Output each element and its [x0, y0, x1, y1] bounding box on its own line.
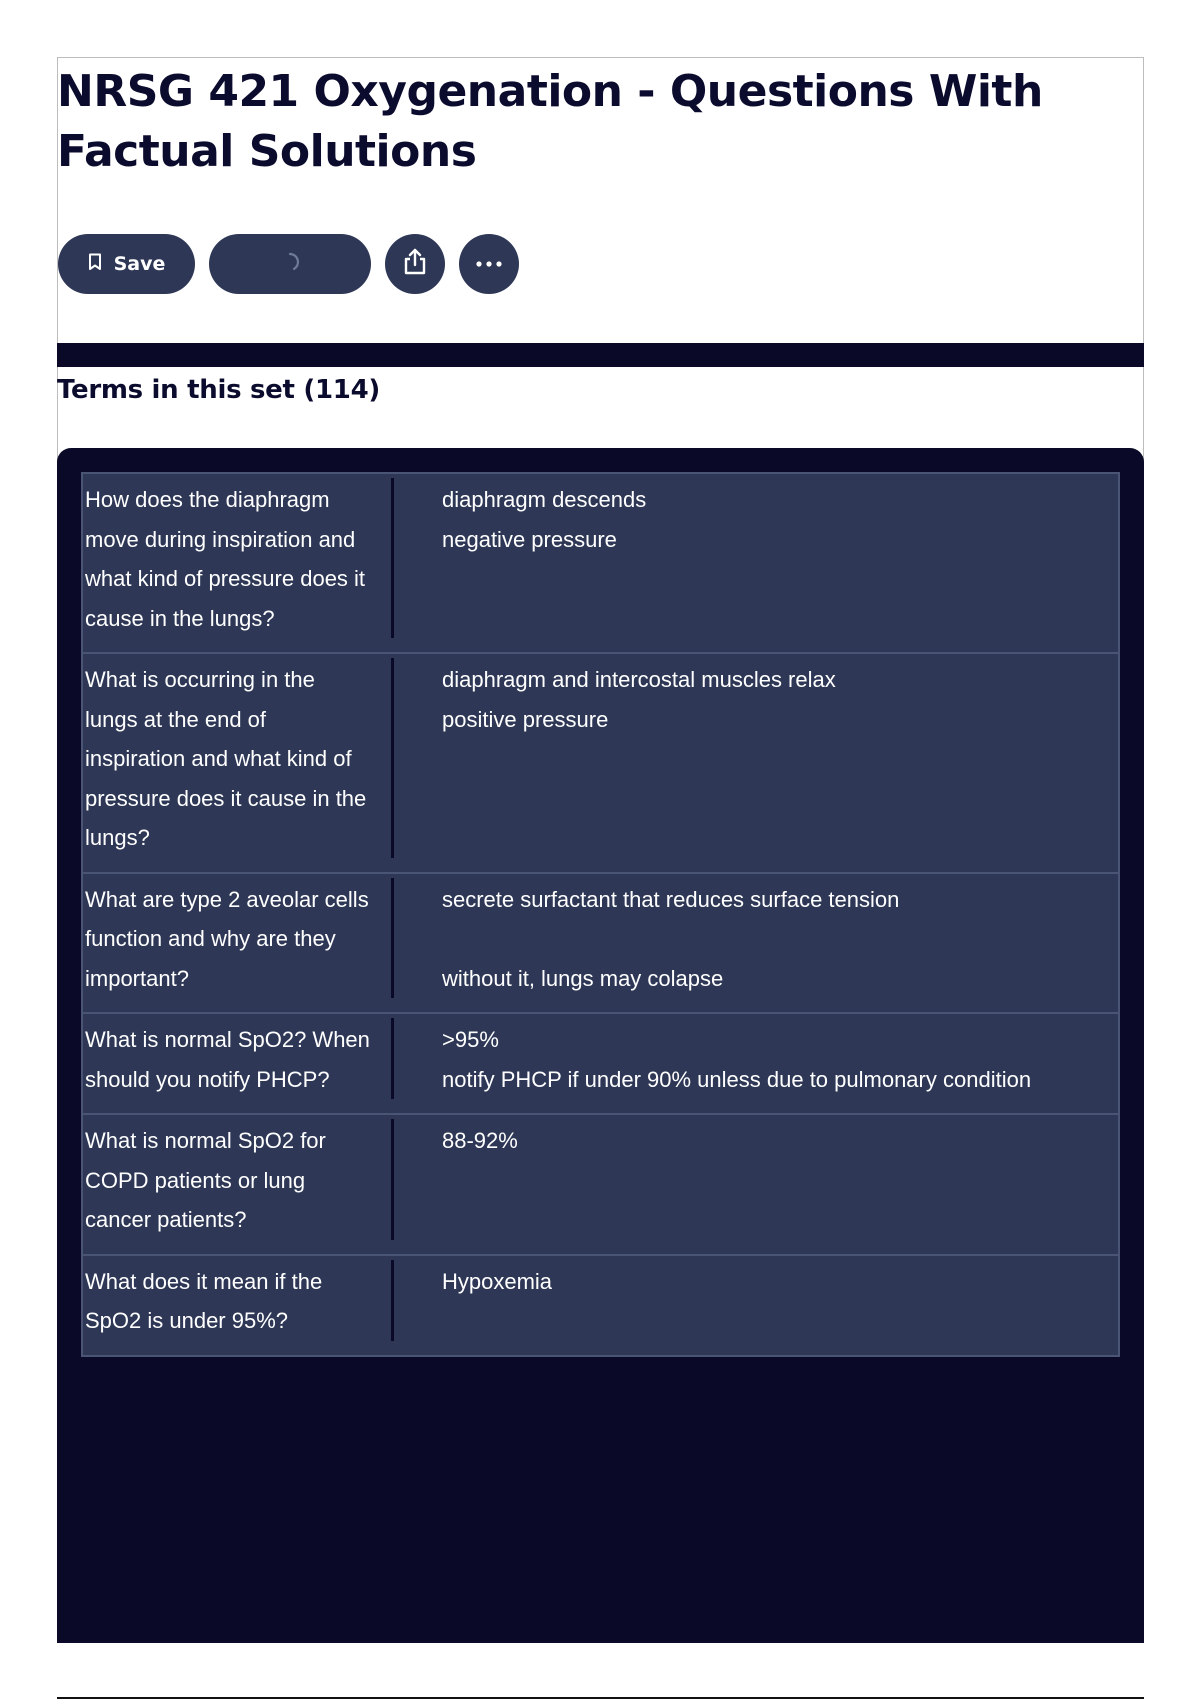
term-answer: diaphragm and intercostal muscles relax positive pressure — [442, 667, 836, 732]
term-answer: secrete surfactant that reduces surface tension without it, lungs may colapse — [442, 886, 900, 991]
terms-heading: Terms in this set (114) — [57, 375, 380, 405]
term-question: What is occurring in the lungs at the end of inspiration and what kind of pressure does it cause in the lungs? — [83, 658, 394, 858]
term-question: What are type 2 aveolar cells function and why are they important? — [83, 878, 394, 999]
spinner-icon — [278, 250, 302, 279]
term-question: What is normal SpO2 for COPD patients or lung cancer patients? — [83, 1119, 394, 1240]
term-question: How does the diaphragm move during inspiration and what kind of pressure does it cause in the lungs? — [83, 478, 394, 638]
term-row — [81, 1254, 1120, 1357]
more-options-button[interactable] — [459, 234, 519, 294]
term-answer: diaphragm descends negative pressure — [442, 487, 647, 552]
share-button[interactable] — [385, 234, 445, 294]
terms-panel — [57, 448, 1144, 1643]
action-toolbar — [58, 234, 519, 294]
share-icon — [401, 247, 429, 282]
page-bottom-rule — [57, 1697, 1144, 1699]
more-icon — [474, 255, 504, 273]
term-row — [81, 1113, 1120, 1256]
terms-table — [81, 472, 1120, 1357]
page-title: NRSG 421 Oxygenation - Questions With Factual Solutions — [57, 66, 1043, 177]
save-button-label: Save — [113, 253, 166, 275]
term-question: What does it mean if the SpO2 is under 95%? — [83, 1260, 394, 1341]
term-question: What is normal SpO2? When should you notify PHCP? — [83, 1018, 394, 1099]
bookmark-icon — [88, 253, 102, 276]
term-answer: 88-92% — [442, 1128, 518, 1153]
term-row — [81, 872, 1120, 1015]
term-answer: Hypoxemia — [442, 1268, 553, 1294]
save-button[interactable] — [58, 234, 195, 294]
loading-button[interactable] — [209, 234, 371, 294]
term-row — [81, 472, 1120, 654]
term-answer: >95% notify PHCP if under 90% unless due to pulmonary condition — [442, 1027, 1032, 1092]
section-divider — [57, 343, 1144, 367]
term-row — [81, 652, 1120, 874]
term-row — [81, 1012, 1120, 1115]
